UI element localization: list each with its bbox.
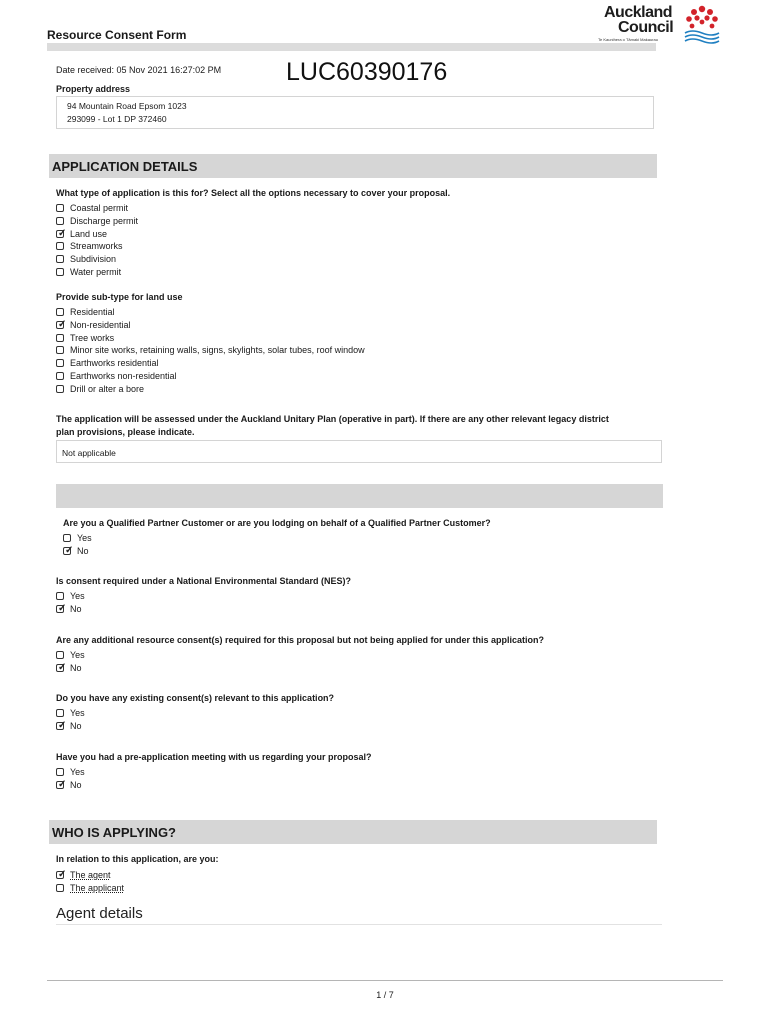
checkbox-icon[interactable] <box>56 651 64 659</box>
land-use-subtype-question: Provide sub-type for land use <box>56 292 183 302</box>
consent-reference-number: LUC60390176 <box>286 58 448 86</box>
checked-checkbox-icon[interactable] <box>56 603 67 614</box>
checkbox-icon[interactable] <box>56 242 64 250</box>
section-untitled <box>56 484 663 508</box>
option-label: Land use <box>70 228 108 239</box>
option-label: Earthworks non-residential <box>70 371 177 381</box>
option-label: Water permit <box>70 267 122 277</box>
option-label: No <box>70 780 82 790</box>
checked-checkbox-icon[interactable] <box>56 318 67 330</box>
checkmark-icon: ✓ <box>65 545 74 556</box>
option-label: The applicant <box>70 883 125 893</box>
checkbox-icon[interactable] <box>56 334 64 342</box>
checked-checkbox-icon[interactable] <box>63 545 74 556</box>
legacy-plan-field[interactable] <box>56 440 662 463</box>
option-label: Coastal permit <box>70 203 129 213</box>
option-label: Tree works <box>70 332 115 343</box>
checkmark-icon: ✓ <box>58 720 67 731</box>
application-type-question: What type of application is this for? Select all the options necessary to cover your proposal. <box>56 188 451 198</box>
checkbox-icon[interactable] <box>56 359 64 367</box>
applicant-role-question: In relation to this application, are you: <box>56 854 219 864</box>
option-label: Drill or alter a bore <box>70 383 145 394</box>
question-text: Are you a Qualified Partner Customer or are you lodging on behalf of a Qualified Partner Customer? <box>63 518 491 528</box>
address-line-2: 293099 - Lot 1 DP 372460 <box>67 114 167 124</box>
option-label: No <box>70 604 82 614</box>
agent-details-heading: Agent details <box>56 905 143 922</box>
option-label: No <box>70 721 82 731</box>
option-label: Discharge permit <box>70 215 139 226</box>
checkbox-icon[interactable] <box>56 768 64 776</box>
option-label: The agent <box>70 870 111 880</box>
checkmark-icon: ✓ <box>58 227 67 239</box>
property-address-box <box>56 96 654 129</box>
question-text: Is consent required under a National Environmental Standard (NES)? <box>56 576 352 586</box>
checked-checkbox-icon[interactable] <box>56 869 67 880</box>
checked-checkbox-icon[interactable] <box>56 779 67 790</box>
footer-divider <box>47 980 723 981</box>
checkbox-icon[interactable] <box>56 709 64 717</box>
option-label: No <box>70 663 82 673</box>
checkmark-icon: ✓ <box>58 318 67 330</box>
checkbox-icon[interactable] <box>56 268 64 276</box>
checkmark-icon: ✓ <box>58 603 67 614</box>
checkmark-icon: ✓ <box>58 869 67 880</box>
checkbox-icon[interactable] <box>56 308 64 316</box>
option-label: No <box>77 546 89 556</box>
option-label: Residential <box>70 307 115 317</box>
checkbox-icon[interactable] <box>56 217 64 225</box>
pohutukawa-icon <box>682 3 722 45</box>
page-number: 1 / 7 <box>376 990 394 1000</box>
option-label: Yes <box>70 767 85 777</box>
option-label: Yes <box>70 591 85 601</box>
checkbox-icon[interactable] <box>56 204 64 212</box>
checked-checkbox-icon[interactable] <box>56 662 67 673</box>
unitary-plan-text-2: plan provisions, please indicate. <box>56 427 195 437</box>
divider <box>56 924 662 925</box>
date-received: Date received: 05 Nov 2021 16:27:02 PM <box>56 65 222 75</box>
option-label: Streamworks <box>70 241 123 252</box>
checkmark-icon: ✓ <box>58 779 67 790</box>
question-text: Are any additional resource consent(s) required for this proposal but not being applied for under this application? <box>56 635 545 645</box>
option-label: Subdivision <box>70 254 117 265</box>
legacy-plan-value: Not applicable <box>62 448 116 458</box>
checked-checkbox-icon[interactable] <box>56 720 67 731</box>
form-title: Resource Consent Form <box>47 28 187 42</box>
address-line-1: 94 Mountain Road Epsom 1023 <box>67 101 187 111</box>
checkbox-icon[interactable] <box>56 372 64 380</box>
property-address-label: Property address <box>56 84 131 94</box>
option-label: Yes <box>77 533 92 543</box>
option-label: Minor site works, retaining walls, signs, skylights, solar tubes, roof window <box>70 345 365 356</box>
checkmark-icon: ✓ <box>58 662 67 673</box>
section-who-is-applying: WHO IS APPLYING? <box>49 820 657 844</box>
checkbox-icon[interactable] <box>63 534 71 542</box>
unitary-plan-text-1: The application will be assessed under the Auckland Unitary Plan (operative in part). If there are any other relevant legacy district <box>56 414 609 424</box>
question-text: Do you have any existing consent(s) relevant to this application? <box>56 693 335 703</box>
auckland-council-logo: Auckland Council Te Kaunihera o Tāmaki Makaurau <box>596 3 726 45</box>
option-label: Earthworks residential <box>70 358 159 369</box>
checkbox-icon[interactable] <box>56 884 64 892</box>
checkbox-icon[interactable] <box>56 346 64 354</box>
question-text: Have you had a pre-application meeting with us regarding your proposal? <box>56 752 372 762</box>
option-label: Yes <box>70 708 85 718</box>
checkbox-icon[interactable] <box>56 385 64 393</box>
option-label: Non-residential <box>70 319 131 330</box>
checked-checkbox-icon[interactable] <box>56 227 67 239</box>
checkbox-icon[interactable] <box>56 592 64 600</box>
checkbox-icon[interactable] <box>56 255 64 263</box>
option-label: Yes <box>70 650 85 660</box>
top-banner-strip <box>47 43 656 51</box>
section-application-details: APPLICATION DETAILS <box>49 154 657 178</box>
